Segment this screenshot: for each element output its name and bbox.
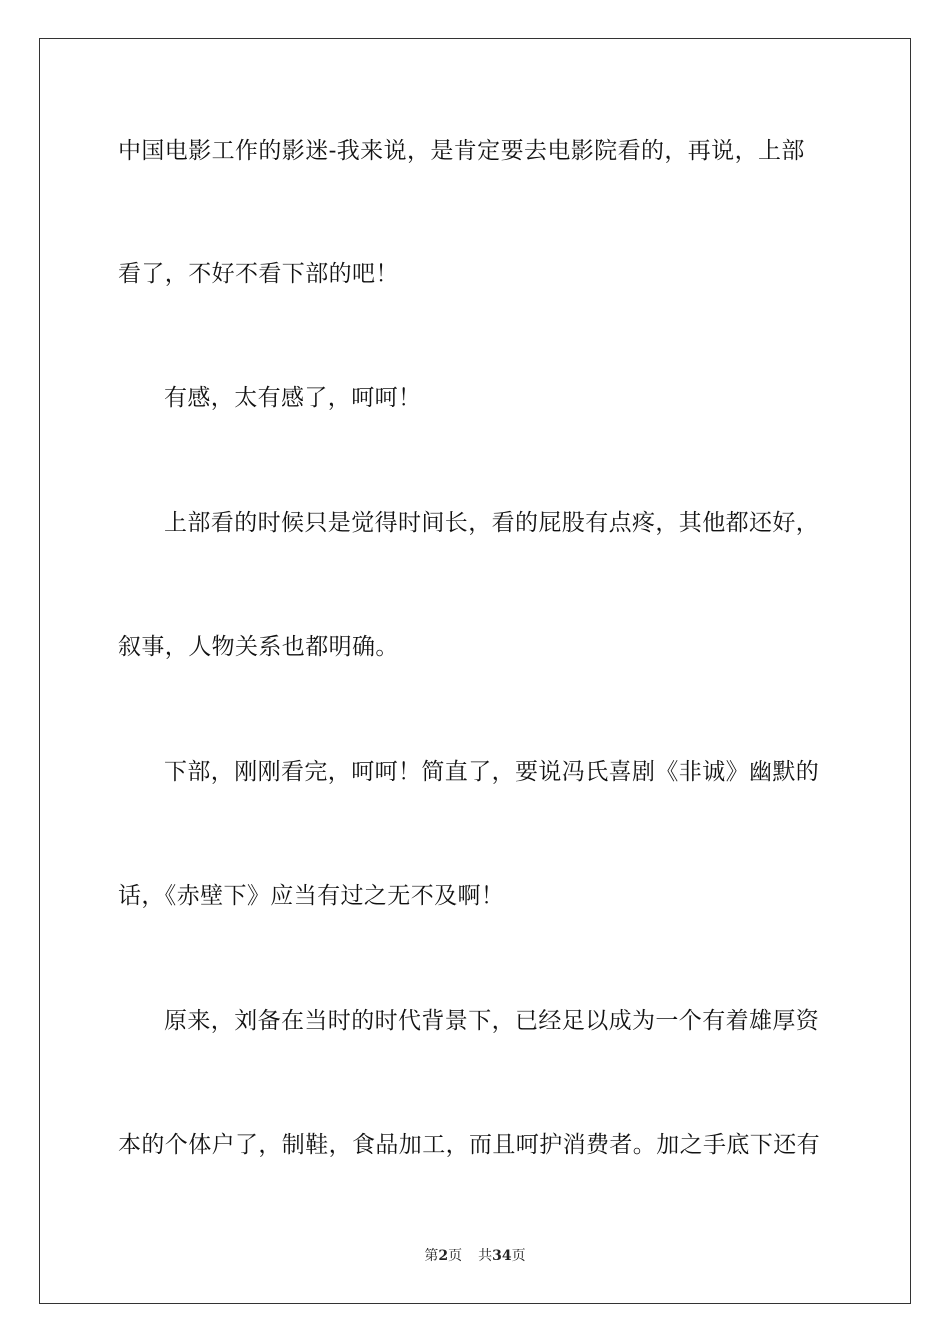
body-line-3: 有感，太有感了，呵呵！ bbox=[164, 385, 422, 411]
body-line-9: 本的个体户了，制鞋，食品加工，而且呵护消费者。加之手底下还有 bbox=[118, 1132, 820, 1158]
page-current: 2 bbox=[438, 1248, 449, 1264]
page-prefix: 第 bbox=[424, 1248, 439, 1264]
body-line-4: 上部看的时候只是觉得时间长，看的屁股有点疼，其他都还好， bbox=[164, 510, 820, 536]
body-line-2: 看了，不好不看下部的吧！ bbox=[118, 261, 399, 287]
page-frame bbox=[39, 38, 911, 1304]
body-line-6: 下部，刚刚看完，呵呵！简直了，要说冯氏喜剧《非诚》幽默的 bbox=[164, 759, 820, 785]
page-total: 34 bbox=[492, 1248, 512, 1264]
page-suffix: 页 bbox=[448, 1248, 463, 1264]
total-suffix: 页 bbox=[511, 1248, 526, 1264]
body-line-7: 话，《赤壁下》应当有过之无不及啊！ bbox=[118, 883, 505, 909]
page-footer bbox=[0, 1247, 950, 1265]
body-line-1: 中国电影工作的影迷-我来说，是肯定要去电影院看的，再说，上部 bbox=[118, 138, 805, 164]
body-line-5: 叙事，人物关系也都明确。 bbox=[118, 634, 399, 660]
total-prefix: 共 bbox=[478, 1248, 493, 1264]
body-line-8: 原来，刘备在当时的时代背景下，已经足以成为一个有着雄厚资 bbox=[164, 1008, 820, 1034]
